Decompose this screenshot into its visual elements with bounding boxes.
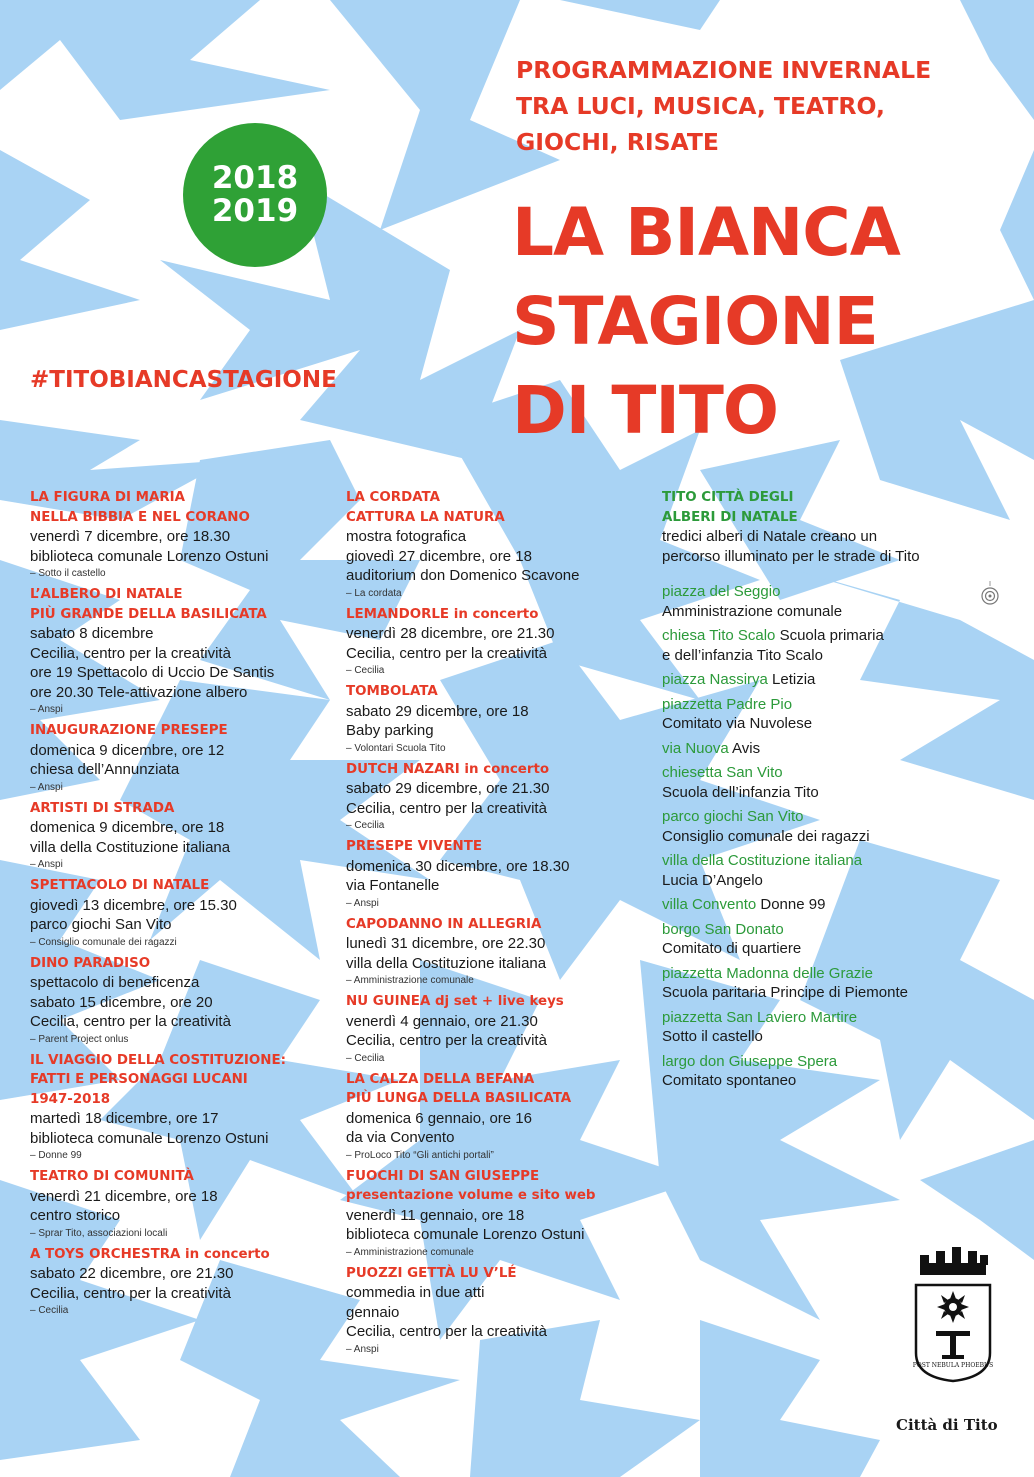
event-item xyxy=(346,1070,646,1163)
event-title: LEMANDORLE in concerto xyxy=(346,606,539,622)
event-detail: spettacolo di beneficenza xyxy=(30,974,200,991)
event-title: 1947-2018 xyxy=(30,1091,111,1107)
year-end: 2019 xyxy=(211,193,299,229)
city-crest-icon xyxy=(912,1243,994,1383)
event-organizer: – Sotto il castello xyxy=(30,568,106,579)
event-item xyxy=(346,915,646,989)
event-detail: centro storico xyxy=(30,1207,121,1224)
spiral-logo-icon xyxy=(980,580,1000,606)
event-detail: martedì 18 dicembre, ore 17 xyxy=(30,1110,219,1127)
events-column-1 xyxy=(30,488,330,1322)
tree-sponsor: Donne 99 xyxy=(756,896,826,913)
tree-location-name: chiesetta San Vito xyxy=(662,764,783,781)
event-title: A TOYS ORCHESTRA in concerto xyxy=(30,1246,270,1262)
event-item xyxy=(30,488,330,581)
tree-location-name: via Nuova xyxy=(662,739,729,757)
event-detail: Cecilia, centro per la creatività xyxy=(346,644,547,662)
event-title: PIÙ LUNGA DELLA BASILICATA xyxy=(346,1091,572,1106)
trees-column xyxy=(662,488,982,1096)
tree-location xyxy=(662,807,982,846)
tree-location-name: borgo San Donato xyxy=(662,920,784,938)
event-organizer: – Anspi xyxy=(346,1343,379,1355)
tree-location-name: piazzetta San Laviero Martire xyxy=(662,1008,858,1026)
event-detail: domenica 9 dicembre, ore 18 xyxy=(30,819,225,836)
event-detail: villa della Costituzione italiana xyxy=(346,954,547,972)
tree-location xyxy=(662,895,982,915)
event-title: PUOZZI GETTÀ LU V’LÉ xyxy=(346,1265,517,1281)
event-detail: sabato 29 dicembre, ore 18 xyxy=(346,702,529,720)
event-detail: gennaio xyxy=(346,1303,400,1321)
event-title: CAPODANNO IN ALLEGRIA xyxy=(346,916,542,932)
event-organizer: – Cecilia xyxy=(346,1052,385,1064)
trees-places-list xyxy=(662,582,982,1091)
event-detail: Baby parking xyxy=(346,722,434,739)
tree-sponsor: Comitato spontaneo xyxy=(662,1072,797,1089)
event-detail: domenica 9 dicembre, ore 12 xyxy=(30,741,225,759)
tree-sponsor: Letizia xyxy=(767,671,816,688)
event-item xyxy=(346,488,646,601)
event-detail: ore 19 Spettacolo di Uccio De Santis xyxy=(30,664,275,681)
tree-location-name: piazza del Seggio xyxy=(662,583,781,600)
subtitle-line: PROGRAMMAZIONE INVERNALE xyxy=(516,56,932,84)
event-detail: mostra fotografica xyxy=(346,528,467,545)
title-line: DI TITO xyxy=(512,372,779,449)
event-item xyxy=(30,1245,330,1319)
tree-location-name: piazza Nassirya xyxy=(662,671,768,688)
event-title: LA CORDATA xyxy=(346,490,440,505)
tree-location-name: piazzetta Madonna delle Grazie xyxy=(662,964,873,982)
trees-intro: tredici alberi di Natale creano un percorso illuminato per le strade di Tito xyxy=(662,528,920,565)
event-title: IL VIAGGIO DELLA COSTITUZIONE: xyxy=(30,1052,287,1068)
event-organizer: – Cecilia xyxy=(30,1305,69,1316)
event-organizer: – Consiglio comunale dei ragazzi xyxy=(30,936,177,948)
event-detail: sabato 15 dicembre, ore 20 xyxy=(30,993,213,1011)
city-name: Città di Tito xyxy=(896,1416,998,1434)
event-detail: domenica 30 dicembre, ore 18.30 xyxy=(346,857,570,875)
tree-location-name: piazzetta Padre Pio xyxy=(662,695,793,713)
tree-location xyxy=(662,582,982,621)
tree-location xyxy=(662,851,982,890)
tree-location-name: villa della Costituzione italiana xyxy=(662,852,863,869)
event-title: LA CALZA DELLA BEFANA xyxy=(346,1071,535,1087)
event-detail: venerdì 21 dicembre, ore 18 xyxy=(30,1187,218,1205)
event-item xyxy=(346,992,646,1066)
event-detail: sabato 8 dicembre xyxy=(30,625,154,642)
event-detail: Cecilia, centro per la creatività xyxy=(30,1284,231,1302)
event-title: presentazione volume e sito web xyxy=(346,1188,596,1203)
event-title: INAUGURAZIONE PRESEPE xyxy=(30,723,228,738)
event-title: FATTI E PERSONAGGI LUCANI xyxy=(30,1072,248,1087)
tree-location-name: largo don Giuseppe Spera xyxy=(662,1052,838,1070)
events-column-2 xyxy=(346,488,646,1361)
event-organizer: – La cordata xyxy=(346,587,402,599)
tree-sponsor: Avis xyxy=(728,739,761,757)
event-organizer: – Anspi xyxy=(346,897,379,909)
tree-location xyxy=(662,763,982,802)
event-detail: Cecilia, centro per la creatività xyxy=(346,1032,547,1049)
event-detail: venerdì 28 dicembre, ore 21.30 xyxy=(346,625,555,642)
event-detail: biblioteca comunale Lorenzo Ostuni xyxy=(346,1226,585,1243)
event-item xyxy=(346,1264,646,1357)
event-item xyxy=(346,682,646,756)
event-organizer: – ProLoco Tito “Gli antichi portali” xyxy=(346,1149,494,1161)
tree-location-name: villa Convento xyxy=(662,896,757,913)
tree-location-name: parco giochi San Vito xyxy=(662,808,804,825)
event-detail: Cecilia, centro per la creatività xyxy=(346,1323,547,1340)
event-detail: da via Convento xyxy=(346,1129,455,1146)
event-item xyxy=(30,721,330,795)
event-organizer: – Anspi xyxy=(30,859,63,870)
event-item xyxy=(346,760,646,834)
event-item xyxy=(346,837,646,911)
crest-motto: POST NEBULA PHOEBUS xyxy=(912,1362,994,1369)
event-item xyxy=(30,585,330,717)
event-organizer: – Cecilia xyxy=(346,820,385,831)
event-item xyxy=(346,1167,646,1260)
subtitle-line: GIOCHI, RISATE xyxy=(516,128,719,156)
tree-location xyxy=(662,739,982,759)
title-line: STAGIONE xyxy=(512,283,878,360)
tree-sponsor: Sotto il castello xyxy=(662,1028,763,1045)
tree-sponsor: Scuola paritaria Principe di Piemonte xyxy=(662,984,908,1001)
tree-location-name: chiesa Tito Scalo xyxy=(662,627,776,644)
event-detail: chiesa dell’Annunziata xyxy=(30,761,180,778)
trees-title: TITO CITTÀ DEGLI ALBERI DI NATALE xyxy=(662,490,798,525)
title-line: LA BIANCA xyxy=(512,194,900,271)
event-detail: biblioteca comunale Lorenzo Ostuni xyxy=(30,1129,269,1147)
event-title: ARTISTI DI STRADA xyxy=(30,800,175,816)
event-organizer: – Parent Project onlus xyxy=(30,1033,129,1045)
tree-location xyxy=(662,1052,982,1091)
event-title: NELLA BIBBIA E NEL CORANO xyxy=(30,509,250,525)
event-title: TEATRO DI COMUNITÀ xyxy=(30,1169,194,1184)
event-detail: venerdì 11 gennaio, ore 18 xyxy=(346,1206,525,1224)
event-item xyxy=(30,1051,330,1164)
tree-location xyxy=(662,1008,982,1047)
event-title: NU GUINEA dj set + live keys xyxy=(346,994,564,1009)
event-title: LA FIGURA DI MARIA xyxy=(30,490,185,505)
tree-location xyxy=(662,920,982,959)
event-detail: via Fontanelle xyxy=(346,877,440,894)
event-title: CATTURA LA NATURA xyxy=(346,509,505,525)
tree-location xyxy=(662,964,982,1003)
event-title: DINO PARADISO xyxy=(30,955,151,971)
page-title xyxy=(512,188,1032,455)
tree-location xyxy=(662,626,982,665)
event-detail: domenica 6 gennaio, ore 16 xyxy=(346,1109,532,1127)
event-item xyxy=(30,954,330,1047)
event-item xyxy=(30,876,330,950)
years-badge xyxy=(183,123,327,267)
event-title: DUTCH NAZARI in concerto xyxy=(346,761,550,777)
event-detail: lunedì 31 dicembre, ore 22.30 xyxy=(346,935,546,952)
event-detail: sabato 22 dicembre, ore 21.30 xyxy=(30,1265,234,1282)
event-title: SPETTACOLO DI NATALE xyxy=(30,878,210,893)
tree-sponsor: Amministrazione comunale xyxy=(662,602,843,620)
event-organizer: – Amministrazione comunale xyxy=(346,975,474,986)
event-detail: biblioteca comunale Lorenzo Ostuni xyxy=(30,547,269,565)
tree-sponsor: Scuola dell’infanzia Tito xyxy=(662,783,819,801)
event-organizer: – Volontari Scuola Tito xyxy=(346,742,446,754)
event-detail: ore 20.30 Tele-attivazione albero xyxy=(30,683,248,701)
subtitle xyxy=(516,52,1016,160)
event-detail: commedia in due atti xyxy=(346,1284,485,1301)
year-start: 2018 xyxy=(211,160,299,196)
event-detail: auditorium don Domenico Scavone xyxy=(346,567,580,584)
event-detail: giovedì 27 dicembre, ore 18 xyxy=(346,547,532,565)
tree-sponsor: Scuola primaria xyxy=(775,627,884,644)
subtitle-line: TRA LUCI, MUSICA, TEATRO, xyxy=(516,92,885,120)
event-detail: Cecilia, centro per la creatività xyxy=(30,1013,231,1030)
tree-location xyxy=(662,695,982,734)
event-organizer: – Donne 99 xyxy=(30,1150,82,1161)
event-title: L’ALBERO DI NATALE xyxy=(30,587,183,602)
event-organizer: – Anspi xyxy=(30,704,63,715)
event-item xyxy=(30,1167,330,1241)
event-organizer: – Anspi xyxy=(30,781,63,793)
event-detail: parco giochi San Vito xyxy=(30,916,172,933)
event-detail: venerdì 4 gennaio, ore 21.30 xyxy=(346,1012,538,1030)
tree-sponsor: Comitato via Nuvolese xyxy=(662,715,813,732)
event-organizer: – Cecilia xyxy=(346,665,385,676)
tree-sponsor: Comitato di quartiere xyxy=(662,940,802,957)
tree-sponsor: e dell’infanzia Tito Scalo xyxy=(662,646,823,664)
tree-sponsor: Consiglio comunale dei ragazzi xyxy=(662,827,870,845)
event-detail: Cecilia, centro per la creatività xyxy=(346,799,547,817)
event-detail: sabato 29 dicembre, ore 21.30 xyxy=(346,780,550,797)
event-detail: giovedì 13 dicembre, ore 15.30 xyxy=(30,896,237,914)
event-title: PRESEPE VIVENTE xyxy=(346,839,483,854)
event-organizer: – Amministrazione comunale xyxy=(346,1246,474,1258)
event-detail: Cecilia, centro per la creatività xyxy=(30,644,231,662)
event-title: FUOCHI DI SAN GIUSEPPE xyxy=(346,1168,540,1184)
tree-location xyxy=(662,670,982,690)
tree-sponsor: Lucia D’Angelo xyxy=(662,871,763,889)
event-organizer: – Sprar Tito, associazioni locali xyxy=(30,1227,168,1239)
event-item xyxy=(346,605,646,679)
event-item xyxy=(30,799,330,873)
event-detail: venerdì 7 dicembre, ore 18.30 xyxy=(30,528,231,545)
event-detail: villa della Costituzione italiana xyxy=(30,838,231,856)
event-title: TOMBOLATA xyxy=(346,684,438,699)
event-title: PIÙ GRANDE DELLA BASILICATA xyxy=(30,606,267,622)
hashtag: #TITOBIANCASTAGIONE xyxy=(30,367,337,393)
